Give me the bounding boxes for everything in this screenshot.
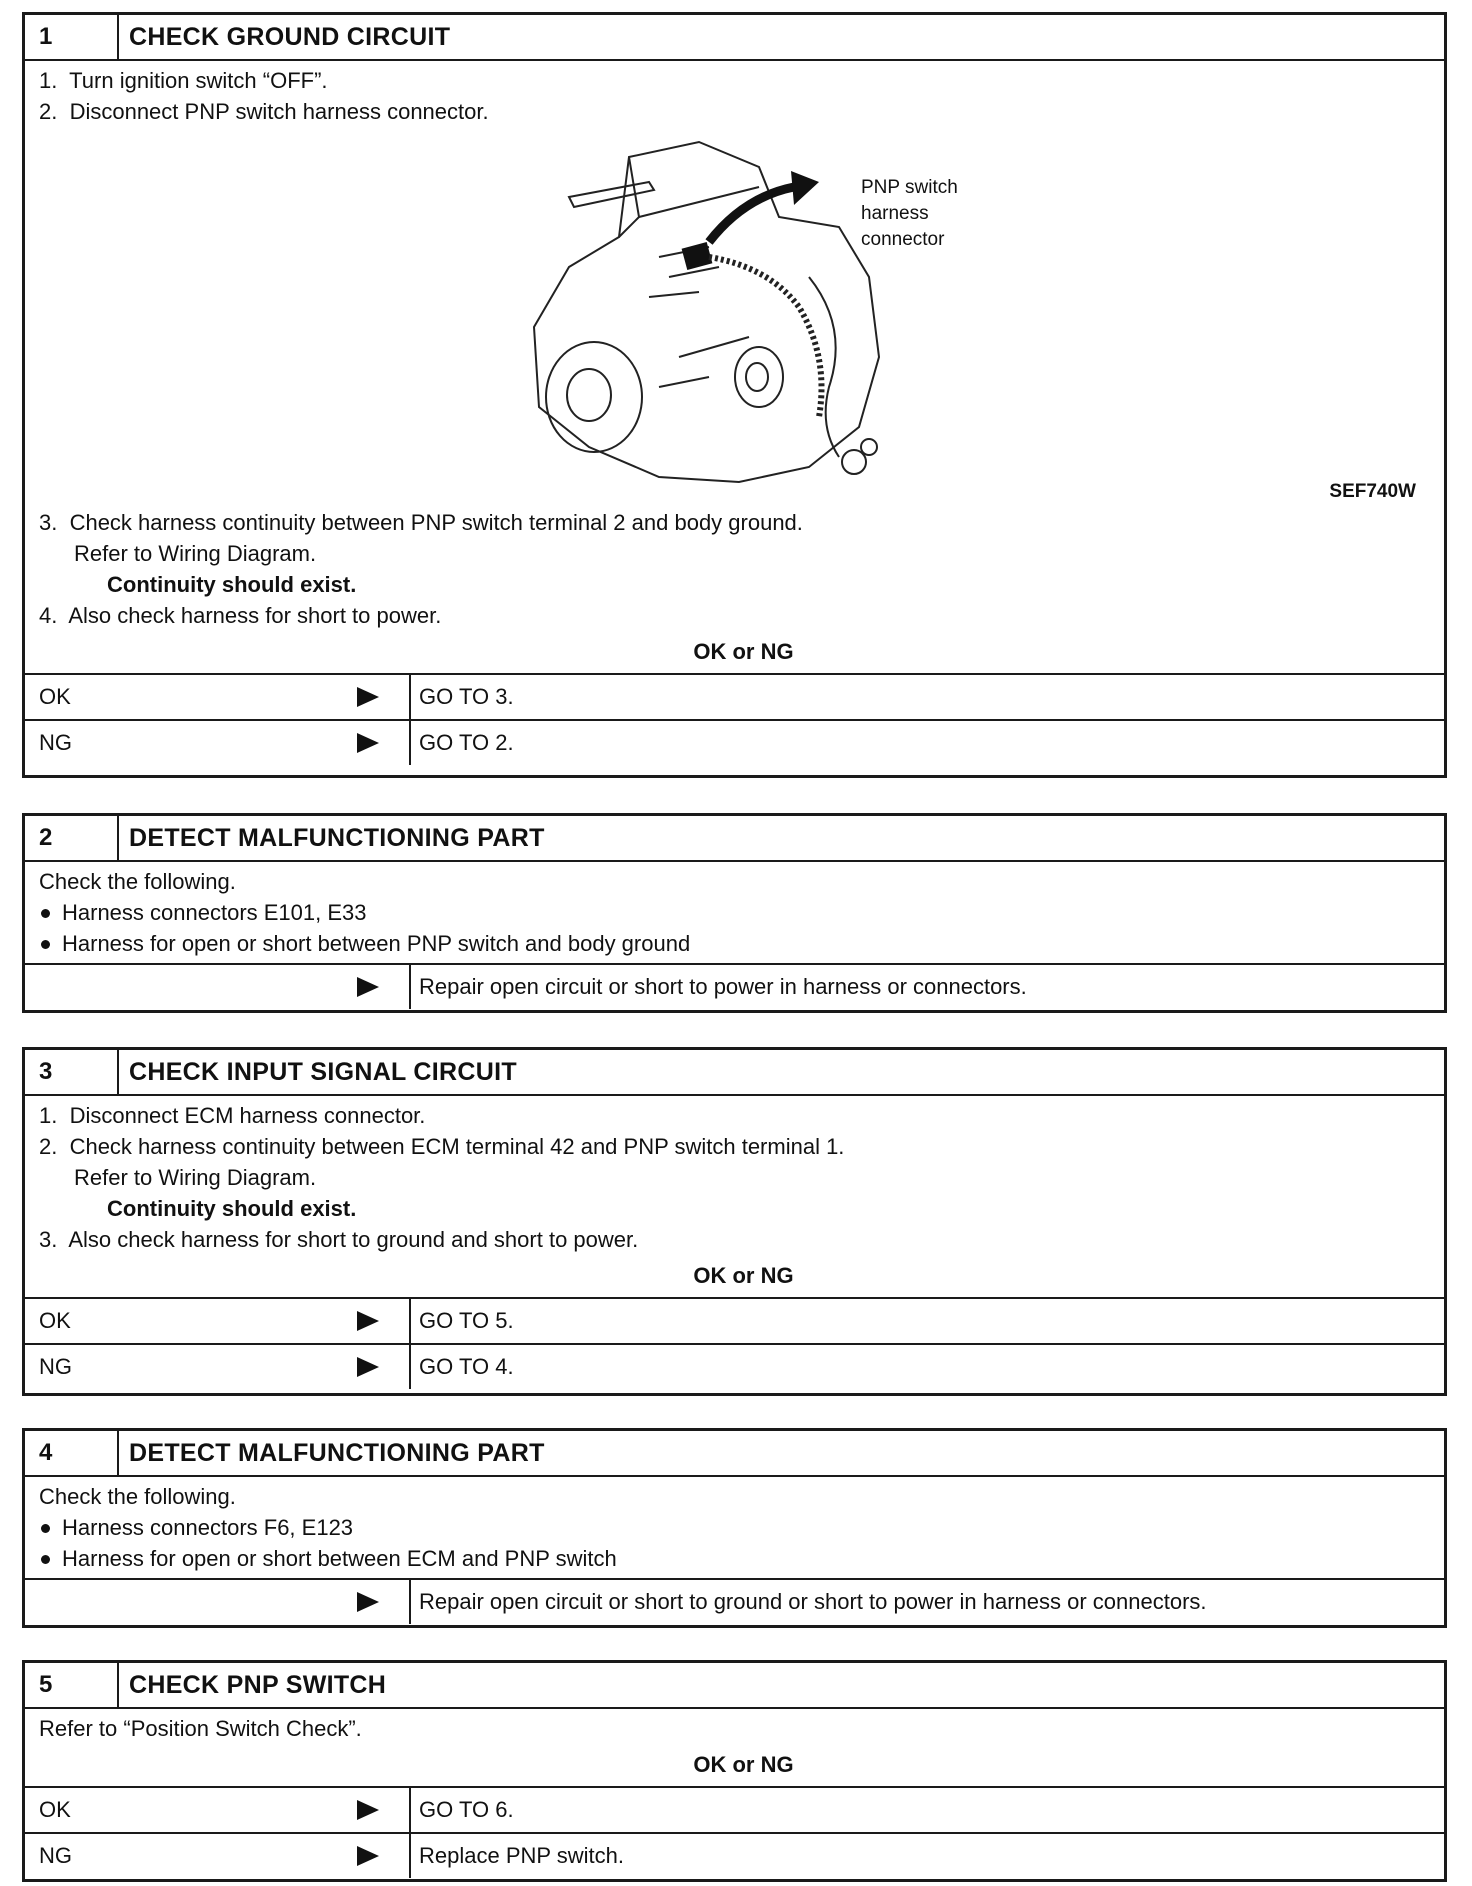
result-action: GO TO 3. <box>419 684 514 709</box>
instruction-line: 3. Check harness continuity between PNP switch terminal 2 and body ground. <box>39 510 803 535</box>
step-number: 2 <box>25 816 119 860</box>
arrow-right-icon <box>357 1357 379 1377</box>
result-row <box>25 1297 1444 1343</box>
result-condition: OK <box>39 1797 71 1822</box>
arrow-right-icon <box>357 1800 379 1820</box>
step-body <box>25 1096 1444 1255</box>
step-title: CHECK INPUT SIGNAL CIRCUIT <box>129 1057 517 1086</box>
bullet-icon <box>41 909 50 918</box>
result-condition: NG <box>39 730 72 755</box>
callout-line: harness <box>861 203 929 224</box>
step-1-box <box>22 12 1447 778</box>
bullet-item <box>39 1543 1430 1574</box>
instruction-line: Refer to Wiring Diagram. <box>74 541 317 566</box>
bullet-item <box>39 928 1430 959</box>
step-title: CHECK PNP SWITCH <box>129 1670 387 1699</box>
bullet-icon <box>41 940 50 949</box>
step-header <box>25 15 1444 61</box>
result-condition: NG <box>39 1843 72 1868</box>
bullet-text: Harness for open or short between ECM and PNP switch <box>62 1546 617 1571</box>
bullet-text: Harness connectors E101, E33 <box>62 900 367 925</box>
step-header <box>25 1663 1444 1709</box>
result-row <box>25 1786 1444 1832</box>
callout-line: connector <box>861 229 945 250</box>
instruction-line: 2. Disconnect PNP switch harness connector. <box>39 99 489 124</box>
result-action: GO TO 2. <box>419 730 514 755</box>
bullet-icon <box>41 1524 50 1533</box>
step-title: CHECK GROUND CIRCUIT <box>129 22 451 51</box>
instruction-line: 1. Turn ignition switch “OFF”. <box>39 68 328 93</box>
arrow-right-icon <box>357 1846 379 1866</box>
result-action: Repair open circuit or short to ground or short to power in harness or connectors. <box>419 1589 1207 1614</box>
result-row <box>25 1832 1444 1878</box>
bullet-text: Harness for open or short between PNP switch and body ground <box>62 931 691 956</box>
step-body <box>25 1709 1444 1744</box>
bullet-item <box>39 1512 1430 1543</box>
ok-or-ng-label: OK or NG <box>693 639 794 664</box>
result-condition: OK <box>39 1308 71 1333</box>
result-action: Repair open circuit or short to power in harness or connectors. <box>419 974 1027 999</box>
instruction-emphasis: Continuity should exist. <box>107 1196 357 1221</box>
instruction-line: 2. Check harness continuity between ECM terminal 42 and PNP switch terminal 1. <box>39 1134 845 1159</box>
instruction-line: 1. Disconnect ECM harness connector. <box>39 1103 426 1128</box>
step-title: DETECT MALFUNCTIONING PART <box>129 1438 545 1467</box>
step-2-box <box>22 813 1447 1013</box>
result-condition: OK <box>39 684 71 709</box>
bullet-item <box>39 897 1430 928</box>
result-row <box>25 719 1444 765</box>
result-row <box>25 673 1444 719</box>
step-title: DETECT MALFUNCTIONING PART <box>129 823 545 852</box>
instruction-emphasis: Continuity should exist. <box>107 572 357 597</box>
instruction-line: Check the following. <box>39 1484 236 1509</box>
result-action: GO TO 5. <box>419 1308 514 1333</box>
instruction-line: 3. Also check harness for short to ground and short to power. <box>39 1227 639 1252</box>
result-action: GO TO 4. <box>419 1354 514 1379</box>
step-5-box <box>22 1660 1447 1882</box>
result-condition: NG <box>39 1354 72 1379</box>
result-action: GO TO 6. <box>419 1797 514 1822</box>
result-action: Replace PNP switch. <box>419 1843 625 1868</box>
step-body <box>25 1477 1444 1578</box>
arrow-right-icon <box>357 687 379 707</box>
instruction-line: Refer to Wiring Diagram. <box>74 1165 317 1190</box>
bullet-text: Harness connectors F6, E123 <box>62 1515 354 1540</box>
figure-callout <box>861 175 958 253</box>
step-4-box <box>22 1428 1447 1628</box>
step-header <box>25 1050 1444 1096</box>
step-header <box>25 816 1444 862</box>
result-row <box>25 1343 1444 1389</box>
step-body <box>25 862 1444 963</box>
step-body <box>25 61 1444 631</box>
ok-or-ng-label: OK or NG <box>693 1263 794 1288</box>
callout-line: PNP switch <box>861 177 958 198</box>
step-header <box>25 1431 1444 1477</box>
step-3-box <box>22 1047 1447 1396</box>
instruction-line: Refer to “Position Switch Check”. <box>39 1716 362 1741</box>
step-number: 1 <box>25 15 119 59</box>
result-row <box>25 963 1444 1009</box>
instruction-line: 4. Also check harness for short to power. <box>39 603 442 628</box>
arrow-right-icon <box>357 977 379 997</box>
arrow-right-icon <box>357 1592 379 1612</box>
figure-code: SEF740W <box>1329 481 1416 502</box>
step-number: 5 <box>25 1663 119 1707</box>
ok-or-ng-label: OK or NG <box>693 1752 794 1777</box>
step-number: 4 <box>25 1431 119 1475</box>
transmission-figure <box>39 127 1430 507</box>
arrow-right-icon <box>357 1311 379 1331</box>
step-number: 3 <box>25 1050 119 1094</box>
bullet-icon <box>41 1555 50 1564</box>
instruction-line: Check the following. <box>39 869 236 894</box>
arrow-right-icon <box>357 733 379 753</box>
result-row <box>25 1578 1444 1624</box>
